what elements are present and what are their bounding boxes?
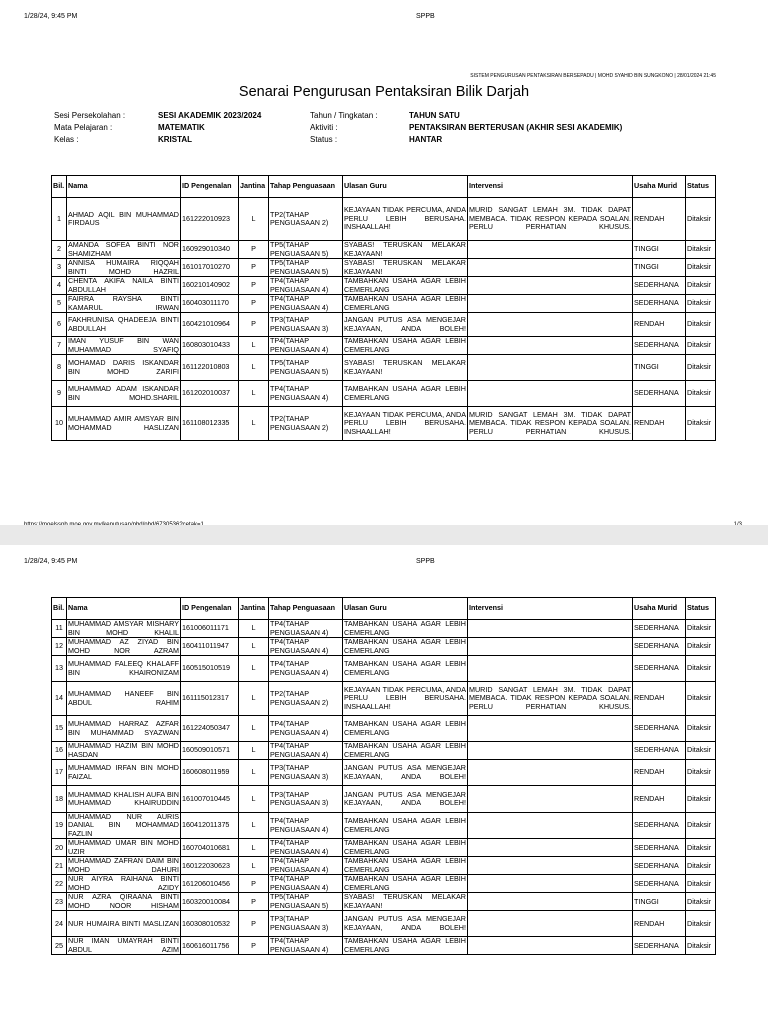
intervention bbox=[468, 760, 633, 786]
assessment-status: Ditaksir bbox=[686, 259, 716, 277]
table-row bbox=[52, 911, 716, 937]
col-status: Status bbox=[686, 176, 716, 198]
row-number: 7 bbox=[52, 337, 67, 355]
gender: L bbox=[239, 839, 269, 857]
mastery-level: TP2(TAHAP PENGUASAAN 2) bbox=[269, 682, 343, 716]
gender: L bbox=[239, 381, 269, 407]
student-name: CHENTA AKIFA NAILA BINTI ABDULLAH bbox=[68, 276, 179, 294]
assessment-status: Ditaksir bbox=[686, 786, 716, 813]
meta-right bbox=[310, 110, 378, 146]
student-id: 160320010084 bbox=[181, 893, 239, 911]
col-ulasan: Ulasan Guru bbox=[343, 176, 468, 198]
table-row bbox=[52, 813, 716, 839]
effort-level: RENDAH bbox=[633, 682, 686, 716]
mastery-level: TP3(TAHAP PENGUASAAN 3) bbox=[269, 760, 343, 786]
student-name: MUHAMMAD NUR AURIS DANIAL BIN MOHAMMAD FAZLIN bbox=[68, 812, 179, 838]
mastery-level: TP4(TAHAP PENGUASAAN 4) bbox=[269, 937, 343, 955]
student-id: 160803010433 bbox=[181, 337, 239, 355]
gender: L bbox=[239, 813, 269, 839]
effort-level: SEDERHANA bbox=[633, 381, 686, 407]
tahun-value: TAHUN SATU bbox=[409, 111, 460, 120]
aktiviti-value: PENTAKSIRAN BERTERUSAN (AKHIR SESI AKADEMIK) bbox=[409, 123, 623, 132]
table-row bbox=[52, 857, 716, 875]
student-id: 161108012335 bbox=[181, 407, 239, 441]
student-name: ANNISA HUMAIRA RIQQAH BINTI MOHD HAZRIL bbox=[68, 258, 179, 276]
meta-left-values bbox=[158, 110, 261, 146]
print-app-name-2: SPPB bbox=[416, 558, 435, 565]
table-row bbox=[52, 875, 716, 893]
table-row bbox=[52, 620, 716, 638]
teacher-comment: TAMBAHKAN USAHA AGAR LEBIH CEMERLANG bbox=[344, 294, 466, 312]
gender: L bbox=[239, 857, 269, 875]
mastery-level: TP4(TAHAP PENGUASAAN 4) bbox=[269, 716, 343, 742]
teacher-comment: TAMBAHKAN USAHA AGAR LEBIH CEMERLANG bbox=[343, 656, 468, 682]
intervention bbox=[468, 839, 633, 857]
student-id: 160509010571 bbox=[181, 742, 239, 760]
mastery-level: TP4(TAHAP PENGUASAAN 4) bbox=[269, 857, 343, 875]
row-number: 13 bbox=[52, 656, 67, 682]
gender: P bbox=[239, 259, 269, 277]
table-row bbox=[52, 937, 716, 955]
effort-level: SEDERHANA bbox=[633, 839, 686, 857]
teacher-comment: JANGAN PUTUS ASA MENGEJAR KEJAYAAN, ANDA BOLEH! bbox=[343, 313, 468, 337]
assessment-status: Ditaksir bbox=[686, 656, 716, 682]
table-header-row bbox=[52, 176, 716, 198]
table-row bbox=[52, 313, 716, 337]
mastery-level: TP5(TAHAP PENGUASAAN 5) bbox=[269, 893, 343, 911]
teacher-comment: TAMBAHKAN USAHA AGAR LEBIH CEMERLANG bbox=[344, 838, 466, 856]
student-id: 161222010923 bbox=[181, 198, 239, 241]
gender: P bbox=[239, 893, 269, 911]
student-name: AHMAD AQIL BIN MUHAMMAD FIRDAUS bbox=[67, 198, 181, 241]
aktiviti-label: Aktiviti : bbox=[310, 123, 338, 132]
page-break bbox=[0, 525, 768, 545]
student-id: 161224050347 bbox=[181, 716, 239, 742]
mastery-level: TP5(TAHAP PENGUASAAN 5) bbox=[269, 259, 343, 277]
assessment-status: Ditaksir bbox=[686, 295, 716, 313]
mastery-level: TP3(TAHAP PENGUASAAN 3) bbox=[269, 313, 343, 337]
mastery-level: TP4(TAHAP PENGUASAAN 4) bbox=[269, 656, 343, 682]
gender: L bbox=[239, 620, 269, 638]
col-id: ID Pengenalan bbox=[181, 598, 239, 620]
teacher-comment: TAMBAHKAN USAHA AGAR LEBIH CEMERLANG bbox=[344, 741, 466, 759]
teacher-comment: SYABAS! TERUSKAN MELAKAR KEJAYAAN! bbox=[344, 258, 466, 276]
row-number: 16 bbox=[52, 742, 67, 760]
student-name: FAIRRA RAYSHA BINTI KAMARUL IRWAN bbox=[68, 294, 179, 312]
intervention bbox=[468, 893, 633, 911]
teacher-comment: TAMBAHKAN USAHA AGAR LEBIH CEMERLANG bbox=[344, 936, 466, 954]
student-name: IMAN YUSUF BIN WAN MUHAMMAD SYAFIQ bbox=[68, 336, 179, 354]
mastery-level: TP4(TAHAP PENGUASAAN 4) bbox=[269, 839, 343, 857]
student-id: 160412011375 bbox=[181, 813, 239, 839]
assessment-status: Ditaksir bbox=[686, 742, 716, 760]
intervention bbox=[468, 295, 633, 313]
teacher-comment: TAMBAHKAN USAHA AGAR LEBIH CEMERLANG bbox=[344, 874, 466, 892]
student-id: 160608011959 bbox=[181, 760, 239, 786]
student-id: 160421010964 bbox=[181, 313, 239, 337]
col-nama: Nama bbox=[67, 176, 181, 198]
teacher-comment: TAMBAHKAN USAHA AGAR LEBIH CEMERLANG bbox=[344, 336, 466, 354]
assessment-status: Ditaksir bbox=[686, 813, 716, 839]
table-row bbox=[52, 893, 716, 911]
assessment-status: Ditaksir bbox=[686, 716, 716, 742]
student-name: NUR IMAN UMAYRAH BINTI ABDUL AZIM bbox=[68, 936, 179, 954]
gender: P bbox=[239, 875, 269, 893]
gender: L bbox=[239, 760, 269, 786]
effort-level: RENDAH bbox=[633, 313, 686, 337]
student-name: MUHAMMAD HANEEF BIN ABDUL RAHIM bbox=[67, 682, 181, 716]
assessment-status: Ditaksir bbox=[686, 875, 716, 893]
table-row bbox=[52, 656, 716, 682]
mapel-value: MATEMATIK bbox=[158, 123, 205, 132]
gender: L bbox=[239, 355, 269, 381]
kelas-value: KRISTAL bbox=[158, 135, 193, 144]
col-ulasan: Ulasan Guru bbox=[343, 598, 468, 620]
table-body-page-2 bbox=[52, 620, 716, 955]
effort-level: TINGGI bbox=[633, 893, 686, 911]
table-header-row-2 bbox=[52, 598, 716, 620]
mastery-level: TP3(TAHAP PENGUASAAN 3) bbox=[269, 786, 343, 813]
row-number: 25 bbox=[52, 937, 67, 955]
student-id: 160308010532 bbox=[181, 911, 239, 937]
mastery-level: TP4(TAHAP PENGUASAAN 4) bbox=[269, 381, 343, 407]
teacher-comment: KEJAYAAN TIDAK PERCUMA, ANDA PERLU LEBIH BERUSAHA. INSHAALLAH! bbox=[343, 407, 468, 441]
effort-level: TINGGI bbox=[633, 259, 686, 277]
row-number: 3 bbox=[52, 259, 67, 277]
teacher-comment: TAMBAHKAN USAHA AGAR LEBIH CEMERLANG bbox=[343, 381, 468, 407]
assessment-status: Ditaksir bbox=[686, 893, 716, 911]
effort-level: SEDERHANA bbox=[633, 638, 686, 656]
effort-level: SEDERHANA bbox=[633, 813, 686, 839]
table-row bbox=[52, 198, 716, 241]
print-app-name: SPPB bbox=[416, 13, 435, 20]
gender: P bbox=[239, 911, 269, 937]
row-number: 19 bbox=[52, 813, 67, 839]
col-tahap: Tahap Penguasaan bbox=[269, 176, 343, 198]
mastery-level: TP2(TAHAP PENGUASAAN 2) bbox=[269, 407, 343, 441]
table-row bbox=[52, 337, 716, 355]
table-row bbox=[52, 381, 716, 407]
intervention: MURID SANGAT LEMAH 3M. TIDAK DAPAT MEMBACA. TIDAK RESPON KEPADA SOALAN. PERLU PERHATIAN KHUSUS. bbox=[468, 198, 633, 241]
col-jantina: Jantina bbox=[239, 598, 269, 620]
assessment-status: Ditaksir bbox=[686, 355, 716, 381]
intervention bbox=[468, 875, 633, 893]
teacher-comment: TAMBAHKAN USAHA AGAR LEBIH CEMERLANG bbox=[344, 276, 466, 294]
intervention bbox=[468, 813, 633, 839]
col-bil: Bil. bbox=[52, 598, 67, 620]
student-name: MUHAMMAD ADAM ISKANDAR BIN MOHD.SHARIL bbox=[67, 381, 181, 407]
sesi-value: SESI AKADEMIK 2023/2024 bbox=[158, 111, 262, 120]
row-number: 8 bbox=[52, 355, 67, 381]
effort-level: RENDAH bbox=[633, 760, 686, 786]
student-name: MUHAMMAD AMSYAR MISHARY BIN MOHD KHALIL bbox=[68, 619, 179, 637]
system-line: SISTEM PENGURUSAN PENTAKSIRAN BERSEPADU | MOHD SYAHID BIN SUNGKONO | 28/01/2024 21:45 bbox=[470, 73, 716, 79]
teacher-comment: TAMBAHKAN USAHA AGAR LEBIH CEMERLANG bbox=[343, 813, 468, 839]
row-number: 5 bbox=[52, 295, 67, 313]
student-name: NUR HUMAIRA BINTI MASLIZAN bbox=[67, 911, 181, 937]
assessment-status: Ditaksir bbox=[686, 911, 716, 937]
assessment-status: Ditaksir bbox=[686, 760, 716, 786]
row-number: 20 bbox=[52, 839, 67, 857]
effort-level: SEDERHANA bbox=[633, 875, 686, 893]
teacher-comment: KEJAYAAN TIDAK PERCUMA, ANDA PERLU LEBIH BERUSAHA. INSHAALLAH! bbox=[343, 198, 468, 241]
col-status: Status bbox=[686, 598, 716, 620]
gender: L bbox=[239, 742, 269, 760]
col-intervensi: Intervensi bbox=[468, 176, 633, 198]
row-number: 4 bbox=[52, 277, 67, 295]
teacher-comment: KEJAYAAN TIDAK PERCUMA, ANDA PERLU LEBIH BERUSAHA. INSHAALLAH! bbox=[343, 682, 468, 716]
mastery-level: TP4(TAHAP PENGUASAAN 4) bbox=[269, 813, 343, 839]
effort-level: RENDAH bbox=[633, 407, 686, 441]
gender: P bbox=[239, 937, 269, 955]
gender: P bbox=[239, 241, 269, 259]
student-name: MUHAMMAD HAZIM BIN MOHD HASDAN bbox=[68, 741, 179, 759]
table-row bbox=[52, 682, 716, 716]
assessment-table-page-1 bbox=[51, 175, 716, 441]
gender: L bbox=[239, 407, 269, 441]
row-number: 11 bbox=[52, 620, 67, 638]
table-row bbox=[52, 407, 716, 441]
assessment-status: Ditaksir bbox=[686, 407, 716, 441]
gender: P bbox=[239, 295, 269, 313]
student-name: AMANDA SOFEA BINTI NOR SHAMIZHAM bbox=[68, 240, 179, 258]
student-name: NUR AZRA QIRAANA BINTI MOHD NOOR HISHAM bbox=[68, 892, 179, 910]
gender: P bbox=[239, 277, 269, 295]
effort-level: SEDERHANA bbox=[633, 337, 686, 355]
intervention bbox=[468, 656, 633, 682]
table-row bbox=[52, 355, 716, 381]
row-number: 18 bbox=[52, 786, 67, 813]
page-title: Senarai Pengurusan Pentaksiran Bilik Darjah bbox=[238, 84, 530, 100]
student-name: NUR AIYRA RAIHANA BINTI MOHD AZIDY bbox=[68, 874, 179, 892]
student-id: 161017010270 bbox=[181, 259, 239, 277]
student-name: MUHAMMAD AZ ZIYAD BIN MOHD NOR AZRAM bbox=[68, 637, 179, 655]
teacher-comment: SYABAS! TERUSKAN MELAKAR KEJAYAAN! bbox=[343, 355, 468, 381]
row-number: 1 bbox=[52, 198, 67, 241]
mastery-level: TP5(TAHAP PENGUASAAN 5) bbox=[269, 355, 343, 381]
effort-level: TINGGI bbox=[633, 241, 686, 259]
table-row bbox=[52, 241, 716, 259]
intervention bbox=[468, 241, 633, 259]
effort-level: RENDAH bbox=[633, 786, 686, 813]
col-bil: Bil. bbox=[52, 176, 67, 198]
row-number: 23 bbox=[52, 893, 67, 911]
intervention bbox=[468, 381, 633, 407]
row-number: 22 bbox=[52, 875, 67, 893]
assessment-status: Ditaksir bbox=[686, 839, 716, 857]
col-tahap: Tahap Penguasaan bbox=[269, 598, 343, 620]
effort-level: SEDERHANA bbox=[633, 620, 686, 638]
col-usaha: Usaha Murid bbox=[633, 598, 686, 620]
student-id: 161007010445 bbox=[181, 786, 239, 813]
effort-level: SEDERHANA bbox=[633, 716, 686, 742]
assessment-status: Ditaksir bbox=[686, 937, 716, 955]
table-row bbox=[52, 786, 716, 813]
row-number: 2 bbox=[52, 241, 67, 259]
intervention bbox=[468, 355, 633, 381]
mastery-level: TP5(TAHAP PENGUASAAN 5) bbox=[269, 241, 343, 259]
intervention bbox=[468, 786, 633, 813]
mastery-level: TP4(TAHAP PENGUASAAN 4) bbox=[269, 620, 343, 638]
teacher-comment: SYABAS! TERUSKAN MELAKAR KEJAYAAN! bbox=[344, 240, 466, 258]
teacher-comment: JANGAN PUTUS ASA MENGEJAR KEJAYAAN, ANDA BOLEH! bbox=[343, 786, 468, 813]
assessment-status: Ditaksir bbox=[686, 857, 716, 875]
mastery-level: TP4(TAHAP PENGUASAAN 4) bbox=[269, 337, 343, 355]
tahun-label: Tahun / Tingkatan : bbox=[310, 111, 378, 120]
intervention: MURID SANGAT LEMAH 3M. TIDAK DAPAT MEMBACA. TIDAK RESPON KEPADA SOALAN. PERLU PERHATIAN KHUSUS. bbox=[468, 407, 633, 441]
gender: L bbox=[239, 198, 269, 241]
student-name: MUHAMMAD AMIR AMSYAR BIN MOHAMMAD HASLIZAN bbox=[67, 407, 181, 441]
row-number: 14 bbox=[52, 682, 67, 716]
student-id: 161115012317 bbox=[181, 682, 239, 716]
student-name: MUHAMMAD ZAFRAN DAIM BIN MOHD DAHURI bbox=[68, 856, 179, 874]
student-name: FAKHRUNISA QHADEEJA BINTI ABDULLAH bbox=[67, 313, 181, 337]
mastery-level: TP4(TAHAP PENGUASAAN 4) bbox=[269, 638, 343, 656]
mastery-level: TP2(TAHAP PENGUASAAN 2) bbox=[269, 198, 343, 241]
table-row bbox=[52, 760, 716, 786]
intervention bbox=[468, 857, 633, 875]
mastery-level: TP4(TAHAP PENGUASAAN 4) bbox=[269, 295, 343, 313]
gender: P bbox=[239, 313, 269, 337]
mapel-label: Mata Pelajaran : bbox=[54, 123, 113, 132]
student-id: 161122010803 bbox=[181, 355, 239, 381]
student-name: MUHAMMAD HARRAZ AZFAR BIN MUHAMMAD SYAZWAN bbox=[67, 716, 181, 742]
assessment-status: Ditaksir bbox=[686, 198, 716, 241]
effort-level: TINGGI bbox=[633, 355, 686, 381]
assessment-status: Ditaksir bbox=[686, 620, 716, 638]
intervention bbox=[468, 742, 633, 760]
table-body-page-1 bbox=[52, 198, 716, 441]
student-id: 161202010037 bbox=[181, 381, 239, 407]
intervention bbox=[468, 638, 633, 656]
row-number: 15 bbox=[52, 716, 67, 742]
intervention bbox=[468, 620, 633, 638]
mastery-level: TP4(TAHAP PENGUASAAN 4) bbox=[269, 875, 343, 893]
student-id: 160704010681 bbox=[181, 839, 239, 857]
intervention bbox=[468, 259, 633, 277]
teacher-comment: TAMBAHKAN USAHA AGAR LEBIH CEMERLANG bbox=[344, 637, 466, 655]
assessment-status: Ditaksir bbox=[686, 381, 716, 407]
gender: L bbox=[239, 716, 269, 742]
print-datetime-2: 1/28/24, 9:45 PM bbox=[24, 558, 78, 565]
student-name: MUHAMMAD KHALISH AUFA BIN MUHAMMAD KHAIRUDDIN bbox=[67, 786, 181, 813]
teacher-comment: TAMBAHKAN USAHA AGAR LEBIH CEMERLANG bbox=[343, 716, 468, 742]
print-datetime: 1/28/24, 9:45 PM bbox=[24, 13, 78, 20]
student-id: 161206010456 bbox=[181, 875, 239, 893]
kelas-label: Kelas : bbox=[54, 135, 79, 144]
mastery-level: TP3(TAHAP PENGUASAAN 3) bbox=[269, 911, 343, 937]
row-number: 17 bbox=[52, 760, 67, 786]
teacher-comment: TAMBAHKAN USAHA AGAR LEBIH CEMERLANG bbox=[344, 619, 466, 637]
teacher-comment: JANGAN PUTUS ASA MENGEJAR KEJAYAAN, ANDA BOLEH! bbox=[343, 760, 468, 786]
student-id: 160411011947 bbox=[181, 638, 239, 656]
row-number: 21 bbox=[52, 857, 67, 875]
col-nama: Nama bbox=[67, 598, 181, 620]
effort-level: SEDERHANA bbox=[633, 857, 686, 875]
assessment-status: Ditaksir bbox=[686, 337, 716, 355]
meta-left bbox=[54, 110, 125, 146]
student-id: 160929010340 bbox=[181, 241, 239, 259]
row-number: 6 bbox=[52, 313, 67, 337]
assessment-status: Ditaksir bbox=[686, 682, 716, 716]
col-id: ID Pengenalan bbox=[181, 176, 239, 198]
gender: L bbox=[239, 337, 269, 355]
assessment-table-page-2 bbox=[51, 597, 716, 955]
meta-right-values bbox=[409, 110, 622, 146]
assessment-status: Ditaksir bbox=[686, 313, 716, 337]
gender: L bbox=[239, 656, 269, 682]
effort-level: SEDERHANA bbox=[633, 295, 686, 313]
teacher-comment: JANGAN PUTUS ASA MENGEJAR KEJAYAAN, ANDA BOLEH! bbox=[343, 911, 468, 937]
intervention bbox=[468, 277, 633, 295]
status-value: HANTAR bbox=[409, 135, 443, 144]
table-row bbox=[52, 716, 716, 742]
effort-level: SEDERHANA bbox=[633, 656, 686, 682]
row-number: 10 bbox=[52, 407, 67, 441]
table-row bbox=[52, 638, 716, 656]
teacher-comment: SYABAS! TERUSKAN MELAKAR KEJAYAAN! bbox=[344, 892, 466, 910]
table-row bbox=[52, 277, 716, 295]
gender: L bbox=[239, 638, 269, 656]
intervention bbox=[468, 337, 633, 355]
row-number: 12 bbox=[52, 638, 67, 656]
student-id: 160515010519 bbox=[181, 656, 239, 682]
status-label: Status : bbox=[310, 135, 338, 144]
teacher-comment: TAMBAHKAN USAHA AGAR LEBIH CEMERLANG bbox=[344, 856, 466, 874]
row-number: 9 bbox=[52, 381, 67, 407]
student-id: 161006011171 bbox=[181, 620, 239, 638]
table-row bbox=[52, 839, 716, 857]
intervention bbox=[468, 937, 633, 955]
sesi-label: Sesi Persekolahan : bbox=[54, 111, 126, 120]
effort-level: SEDERHANA bbox=[633, 742, 686, 760]
effort-level: SEDERHANA bbox=[633, 937, 686, 955]
col-usaha: Usaha Murid bbox=[633, 176, 686, 198]
intervention bbox=[468, 911, 633, 937]
intervention: MURID SANGAT LEMAH 3M. TIDAK DAPAT MEMBACA. TIDAK RESPON KEPADA SOALAN. PERLU PERHATIAN KHUSUS. bbox=[468, 682, 633, 716]
effort-level: RENDAH bbox=[633, 198, 686, 241]
effort-level: RENDAH bbox=[633, 911, 686, 937]
col-jantina: Jantina bbox=[239, 176, 269, 198]
student-id: 160210140902 bbox=[181, 277, 239, 295]
gender: L bbox=[239, 682, 269, 716]
assessment-status: Ditaksir bbox=[686, 241, 716, 259]
row-number: 24 bbox=[52, 911, 67, 937]
intervention bbox=[468, 313, 633, 337]
student-id: 160403011170 bbox=[181, 295, 239, 313]
mastery-level: TP4(TAHAP PENGUASAAN 4) bbox=[269, 742, 343, 760]
table-row bbox=[52, 295, 716, 313]
table-row bbox=[52, 742, 716, 760]
student-id: 160122030623 bbox=[181, 857, 239, 875]
table-row bbox=[52, 259, 716, 277]
col-intervensi: Intervensi bbox=[468, 598, 633, 620]
assessment-status: Ditaksir bbox=[686, 277, 716, 295]
student-id: 160616011756 bbox=[181, 937, 239, 955]
effort-level: SEDERHANA bbox=[633, 277, 686, 295]
intervention bbox=[468, 716, 633, 742]
mastery-level: TP4(TAHAP PENGUASAAN 4) bbox=[269, 277, 343, 295]
assessment-status: Ditaksir bbox=[686, 638, 716, 656]
student-name: MUHAMMAD FALEEQ KHALAFF BIN KHAIRONIZAM bbox=[67, 656, 181, 682]
student-name: MUHAMMAD UMAR BIN MOHD UZIR bbox=[68, 838, 179, 856]
student-name: MUHAMMAD IRFAN BIN MOHD FAIZAL bbox=[67, 760, 181, 786]
student-name: MOHAMAD DARIS ISKANDAR BIN MOHD ZARIFI bbox=[67, 355, 181, 381]
gender: L bbox=[239, 786, 269, 813]
